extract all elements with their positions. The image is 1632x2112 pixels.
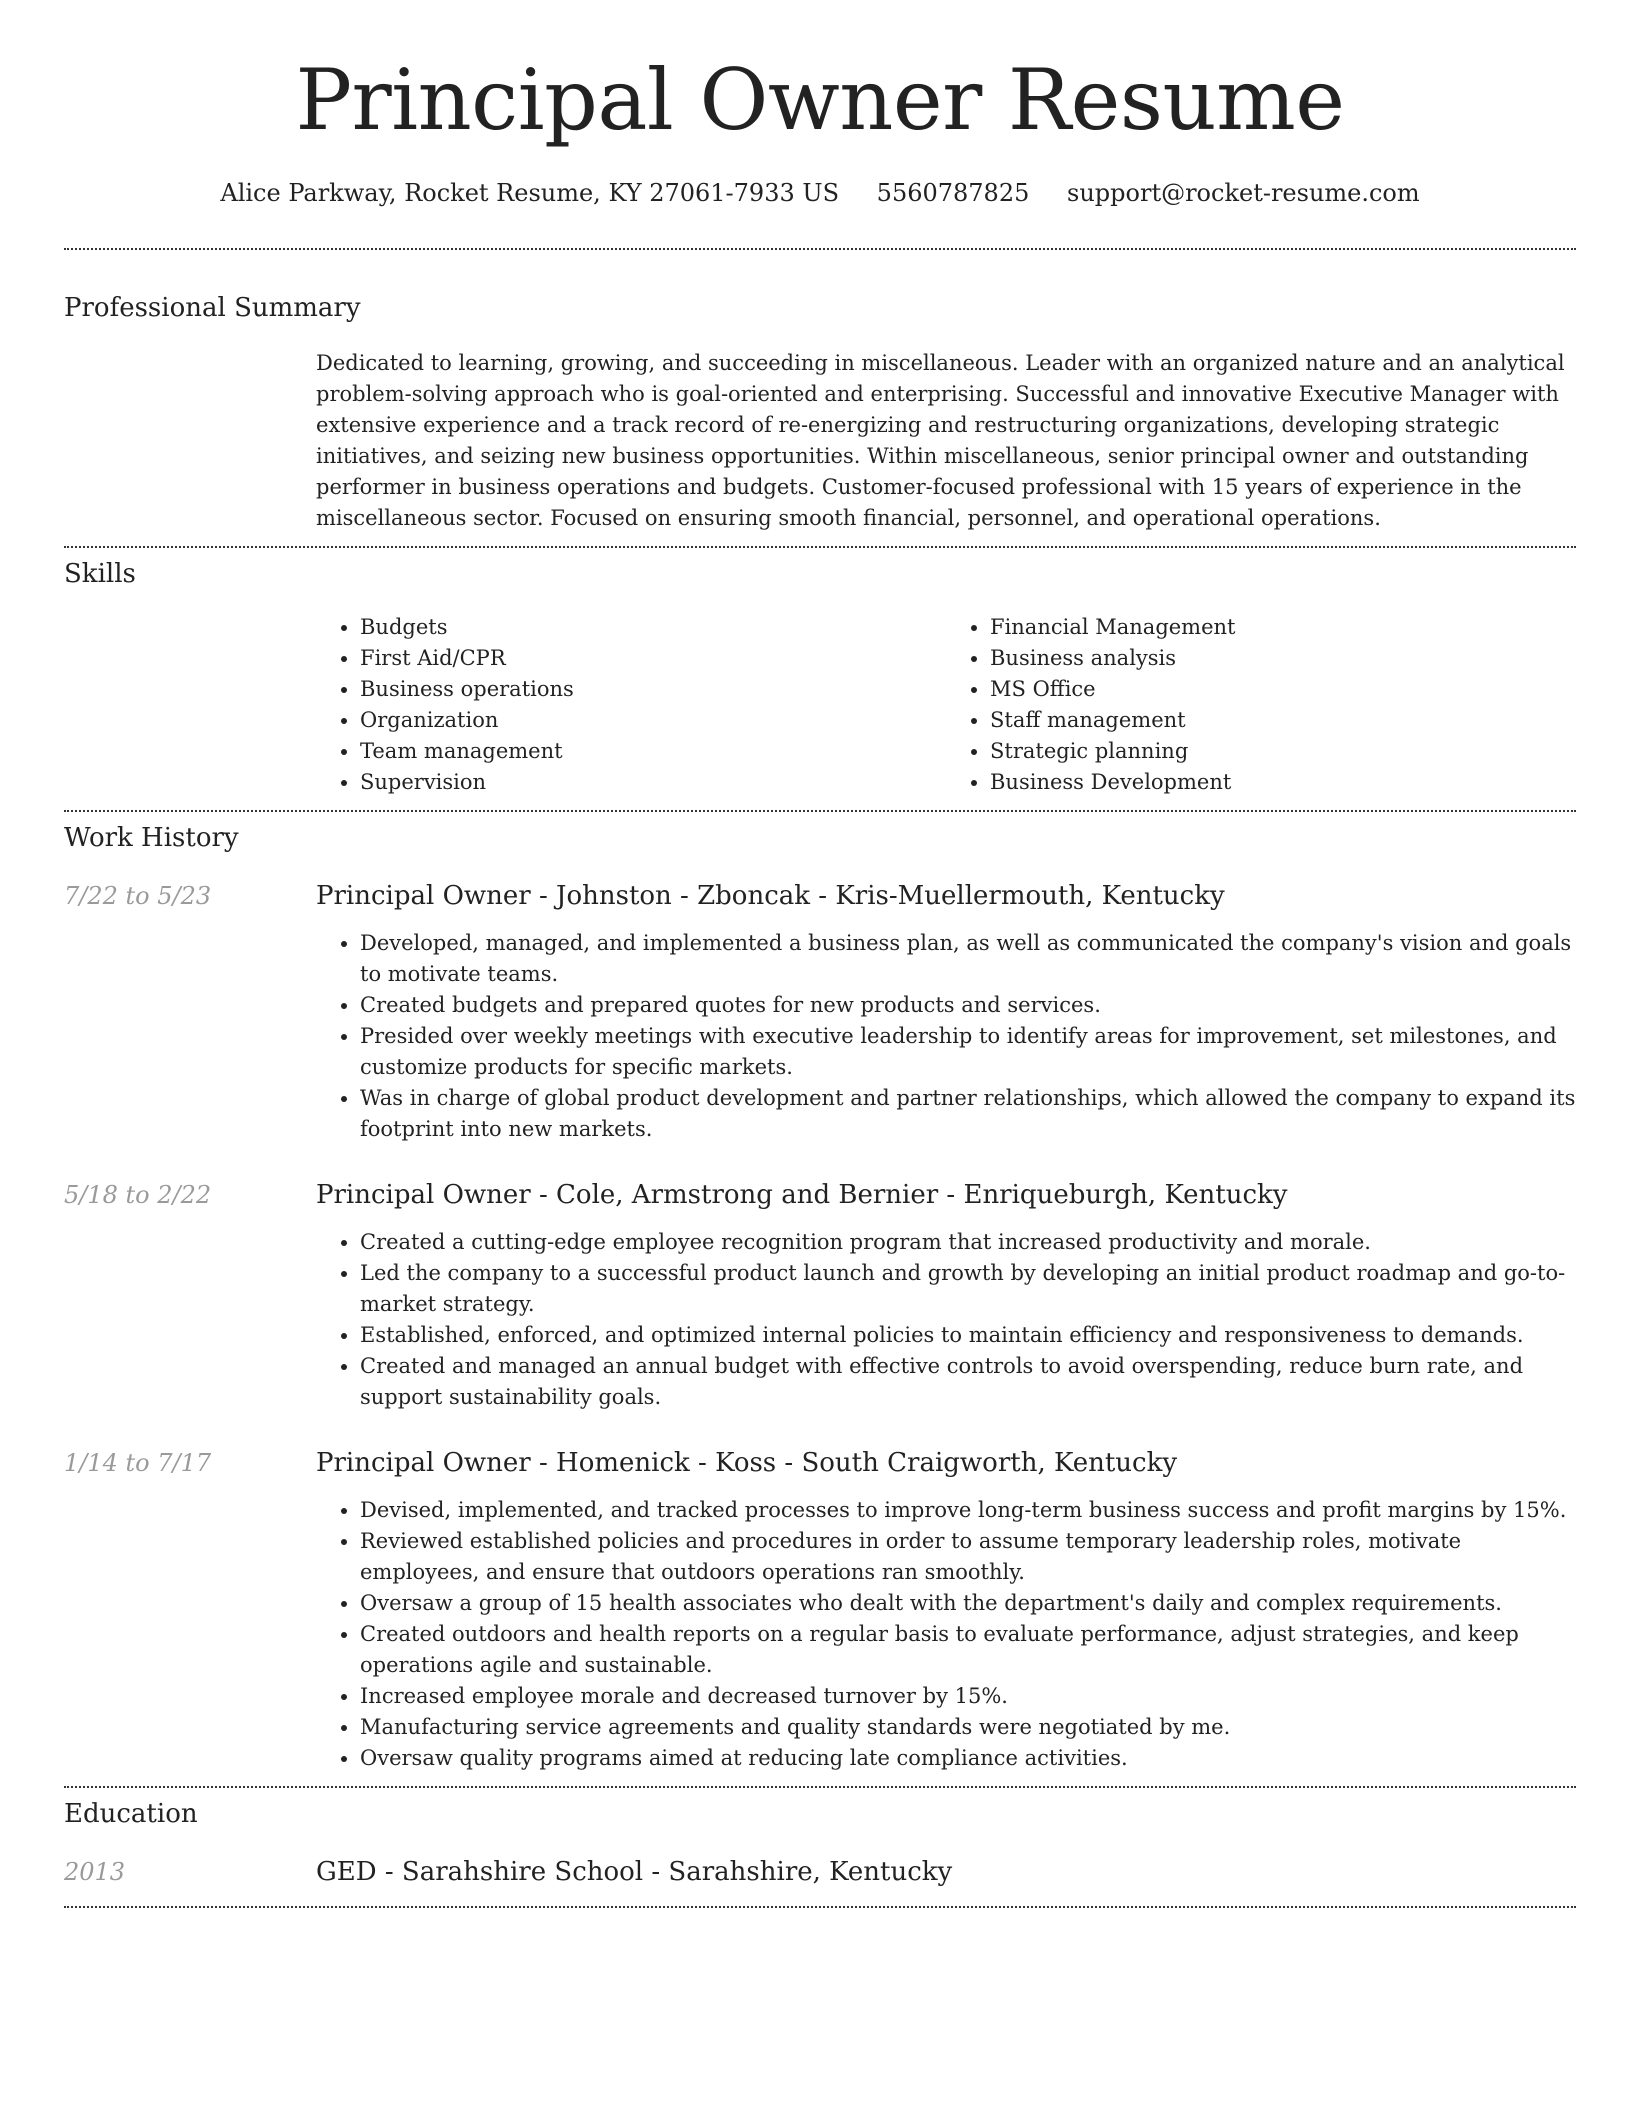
skill-item: • Business operations	[360, 674, 946, 705]
education-dates: 2013	[64, 1858, 126, 1886]
job-title: Principal Owner - Johnston - Zboncak - Kris-Muellermouth, Kentucky	[316, 881, 1225, 911]
job-bullet: • Manufacturing service agreements and quality standards were negotiated by me.	[360, 1712, 1576, 1743]
job-dates: 1/14 to 7/17	[64, 1449, 212, 1477]
divider	[64, 810, 1576, 812]
skill-item: • First Aid/CPR	[360, 643, 946, 674]
skill-item: • Business analysis	[990, 643, 1576, 674]
education-entry	[64, 1856, 1576, 1888]
job-bullet: • Created and managed an annual budget with effective controls to avoid overspending, reduce burn rate, and support sustainability goals.	[360, 1351, 1576, 1413]
skill-item: • Team management	[360, 736, 946, 767]
skill-item: • Strategic planning	[990, 736, 1576, 767]
summary-text: Dedicated to learning, growing, and succeeding in miscellaneous. Leader with an organized nature and an analytical problem-solving approach who is goal-oriented and enterprising. Successful and innovative Executive Manager with extensive experience and a track record of re-energizing and restructuring organizations, developing strategic initiatives, and seizing new business opportunities. Within miscellaneous, senior principal owner and outstanding performer in business operations and budgets. Customer-focused professional with 15 years of experience in the miscellaneous sector. Focused on ensuring smooth financial, personnel, and operational operations.	[316, 351, 1565, 530]
job-title: Principal Owner - Homenick - Koss - South Craigworth, Kentucky	[316, 1448, 1178, 1478]
skill-item: • Staff management	[990, 705, 1576, 736]
job-dates: 7/22 to 5/23	[64, 882, 212, 910]
job-entry	[64, 1447, 1576, 1774]
contact-address: Alice Parkway, Rocket Resume, KY 27061-7933 US	[220, 179, 840, 207]
job-bullet: • Reviewed established policies and procedures in order to assume temporary leadership roles, motivate employees, and ensure that outdoors operations ran smoothly.	[360, 1526, 1576, 1588]
job-bullets	[316, 928, 1576, 1145]
job-bullet: • Created outdoors and health reports on a regular basis to evaluate performance, adjust strategies, and keep operations agile and sustainable.	[360, 1619, 1576, 1681]
resume-page	[64, 0, 1576, 1908]
skill-item: • Supervision	[360, 767, 946, 798]
education-heading: Education	[64, 1799, 198, 1829]
job-bullet: • Created budgets and prepared quotes for new products and services.	[360, 990, 1576, 1021]
skill-item: • MS Office	[990, 674, 1576, 705]
work-section	[64, 822, 1576, 1774]
job-title: Principal Owner - Cole, Armstrong and Bernier - Enriqueburgh, Kentucky	[316, 1180, 1288, 1210]
education-title: GED - Sarahshire School - Sarahshire, Kentucky	[316, 1857, 953, 1887]
job-bullet: • Oversaw a group of 15 health associates who dealt with the department's daily and complex requirements.	[360, 1588, 1576, 1619]
job-bullet: • Created a cutting-edge employee recognition program that increased productivity and morale.	[360, 1227, 1576, 1258]
work-heading: Work History	[64, 823, 239, 853]
divider	[64, 546, 1576, 548]
skills-list-left	[316, 612, 946, 798]
education-section	[64, 1798, 1576, 1888]
skills-columns	[316, 612, 1576, 798]
job-entry	[64, 1179, 1576, 1413]
skills-list-right	[946, 612, 1576, 798]
contact-phone: 5560787825	[876, 179, 1030, 207]
divider	[64, 1906, 1576, 1908]
summary-section	[64, 292, 1576, 534]
skill-item: • Financial Management	[990, 612, 1576, 643]
job-bullet: • Increased employee morale and decreased turnover by 15%.	[360, 1681, 1576, 1712]
skill-item: • Budgets	[360, 612, 946, 643]
skill-item: • Business Development	[990, 767, 1576, 798]
skills-section	[64, 558, 1576, 798]
job-bullet: • Was in charge of global product development and partner relationships, which allowed the company to expand its footprint into new markets.	[360, 1083, 1576, 1145]
job-bullet: • Devised, implemented, and tracked processes to improve long-term business success and profit margins by 15%.	[360, 1495, 1576, 1526]
job-bullets	[316, 1227, 1576, 1413]
job-entry	[64, 880, 1576, 1145]
divider	[64, 248, 1576, 250]
job-bullet: • Developed, managed, and implemented a business plan, as well as communicated the company's vision and goals to motivate teams.	[360, 928, 1576, 990]
job-bullets	[316, 1495, 1576, 1774]
job-dates: 5/18 to 2/22	[64, 1181, 212, 1209]
job-bullet: • Presided over weekly meetings with executive leadership to identify areas for improvement, set milestones, and customize products for specific markets.	[360, 1021, 1576, 1083]
contact-line	[64, 178, 1576, 208]
resume-title: Principal Owner Resume	[295, 51, 1345, 149]
job-bullet: • Oversaw quality programs aimed at reducing late compliance activities.	[360, 1743, 1576, 1774]
contact-email: support@rocket-resume.com	[1067, 179, 1420, 207]
skills-heading: Skills	[64, 559, 136, 589]
skill-item: • Organization	[360, 705, 946, 736]
job-bullet: • Led the company to a successful product launch and growth by developing an initial product roadmap and go-to-market strategy.	[360, 1258, 1576, 1320]
job-bullet: • Established, enforced, and optimized internal policies to maintain efficiency and responsiveness to demands.	[360, 1320, 1576, 1351]
summary-heading: Professional Summary	[64, 293, 361, 323]
divider	[64, 1786, 1576, 1788]
